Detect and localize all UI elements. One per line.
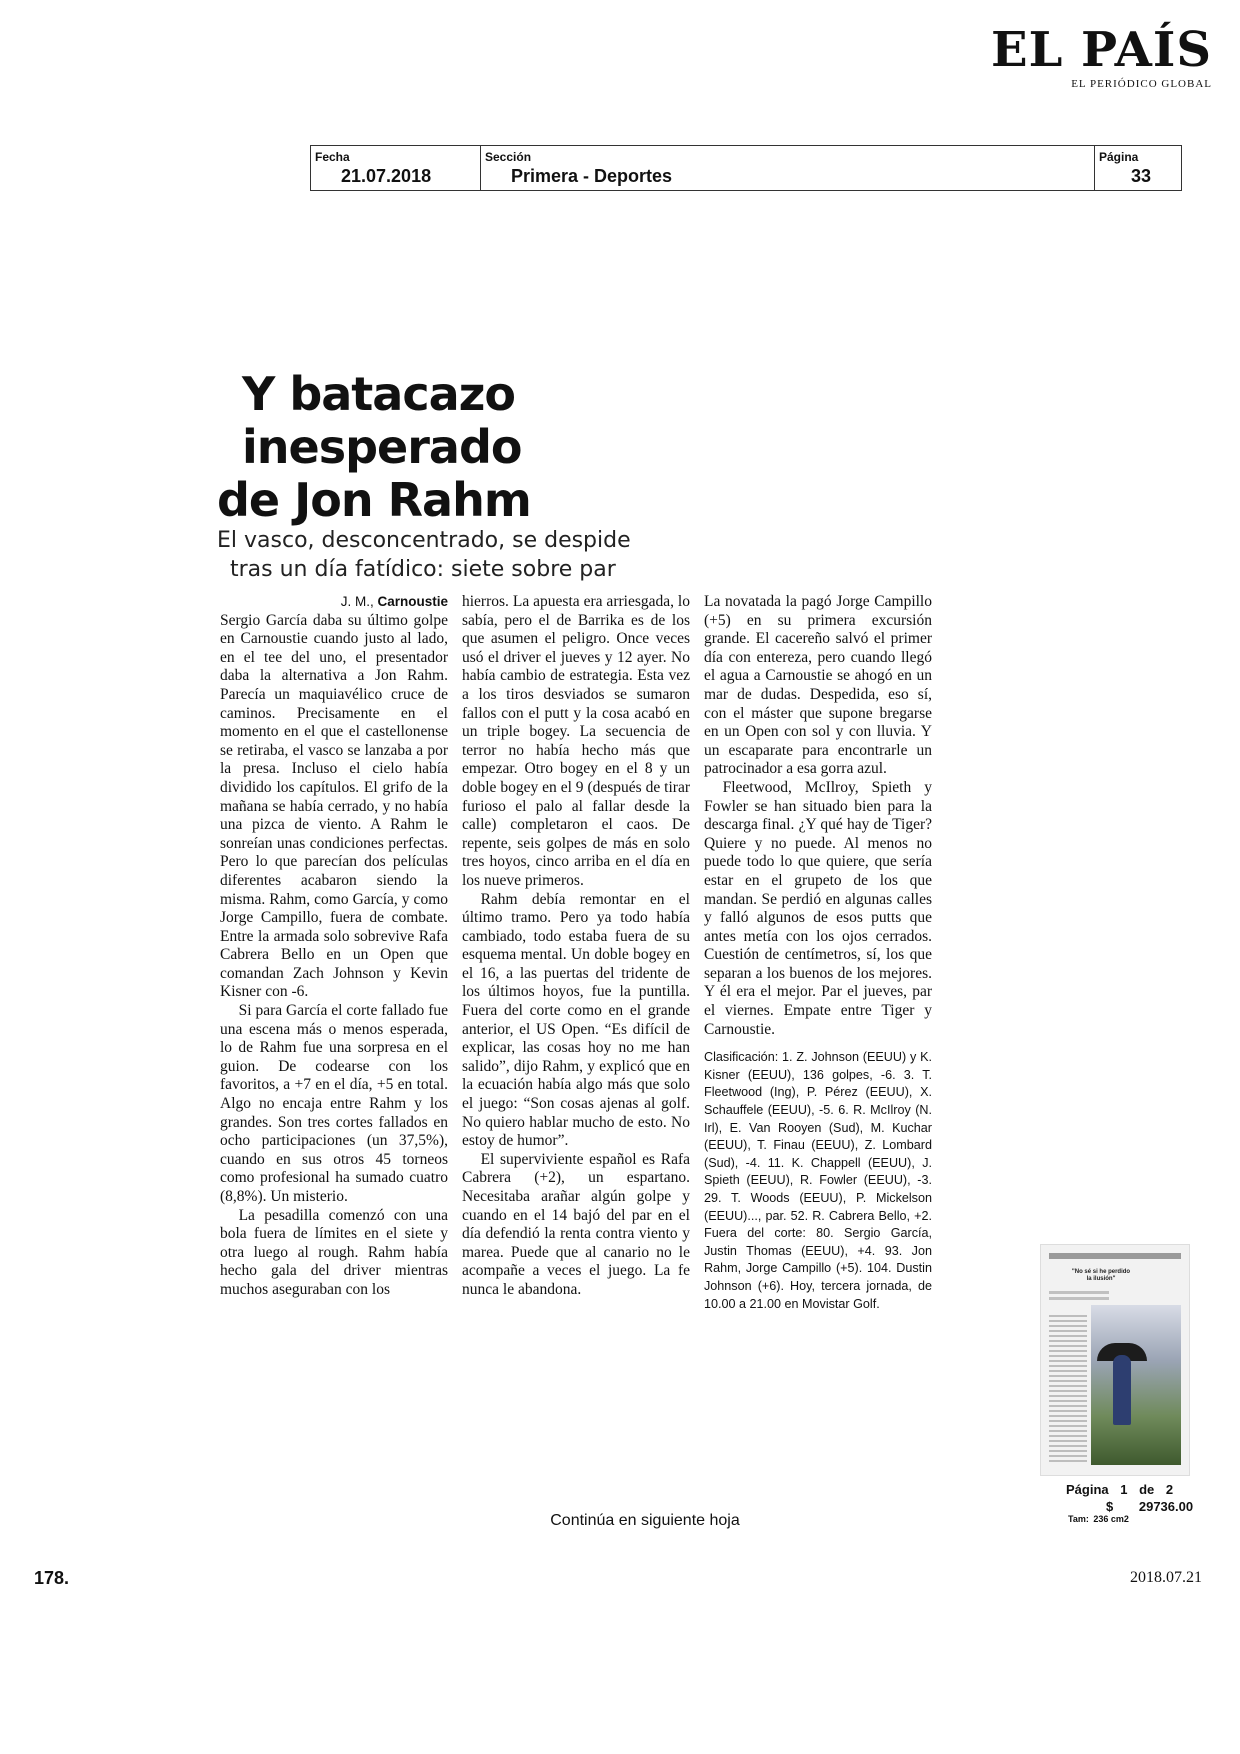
page-count — [1066, 1482, 1193, 1497]
byline — [220, 593, 448, 612]
article-column-2 — [462, 593, 690, 1300]
headline-line-2: inesperado — [242, 420, 522, 474]
column-3-paragraph: La novatada la pagó Jorge Campillo (+5) en su primera excursión grande. El cacereño salvó el primer día con entereza, pero cuando llegó el agua a Carnoustie se ahogó en un mar de dudas. Despedida, eso sí, con el máster que supone bregarse en un Open con sol y con lluvia. Y un escaparate para encontrarle un patrocinador a esa gorra azul. — [704, 593, 932, 778]
subhead-line-2: tras un día fatídico: siete sobre par — [230, 557, 616, 582]
dollar-sign: $ — [1106, 1499, 1114, 1514]
thumbnail-text-line — [1049, 1291, 1109, 1294]
column-1-paragraph: Sergio García daba su último golpe en Carnoustie cuando justo al lado, en el tee del uno, el presentador daba la alternativa a Jon Rahm. Parecía un maquiavélico cruce de caminos. Precisamente en el momento en el que el castellonense se retiraba, el vasco se lanzaba a por la presa. Incluso el cielo había dividido los capítulos. El grifo de la mañana se había cerrado, y no había una pizca de viento. A Rahm le sonreían unas condiciones perfectas. Pero lo que parecían dos películas diferentes acabaron siendo la misma. Rahm, como García, y como Jorge Campillo, fuera de combate. Entre la armada solo sobrevive Rafa Cabrera Bello en un Open que comandan Zach Johnson y Kevin Kisner con -6. — [220, 611, 448, 1001]
fecha-label: Fecha — [315, 150, 350, 164]
article-column-3 — [704, 593, 932, 1313]
byline-place: Carnoustie — [377, 594, 448, 609]
clip-size-value: 236 cm2 — [1093, 1514, 1129, 1524]
thumbnail-text-line — [1049, 1297, 1109, 1300]
seccion-value: Primera - Deportes — [511, 166, 673, 186]
clip-size-label: Tam: — [1068, 1514, 1089, 1524]
page-count-total: 2 — [1165, 1482, 1174, 1497]
page-count-de: de — [1139, 1482, 1155, 1497]
fecha-cell — [311, 146, 481, 190]
pagina-cell — [1095, 146, 1181, 190]
headline-line-3: de Jon Rahm — [217, 473, 531, 527]
masthead-tagline: EL PERIÓDICO GLOBAL — [1071, 78, 1212, 90]
article-column-1 — [220, 593, 448, 1300]
column-2-paragraph: Rahm debía remontar en el último tramo. Pero ya todo había cambiado, todo estaba fuera de su esquema mental. Un doble bogey en el 16, a las puertas del tridente de los últimos hoyos, fue la puntilla. Fuera del corte como en el grande anterior, el US Open. “Es difícil de explicar, las cosas hoy no me han salido”, dijo Rahm, y explicó que en la ecuación había algo más que solo el juego: “Son cosas ajenas al golf. No quiero hablar mucho de esto. No estoy de humor”. — [462, 890, 690, 1150]
page-count-label: Página — [1066, 1482, 1109, 1497]
column-3-paragraph: Fleetwood, McIlroy, Spieth y Fowler se han situado bien para la descarga final. ¿Y qué hay de Tiger? Quiere y no puede. Al menos no puede todo lo que quiere, que sería estar en el grupeto de los que mandan. Se perdió en algunas calles y falló algunos de esos putts que antes metía con los ojos cerrados. Cuestión de centímetros, sí, los que separan a los buenos de los mejores. Y él era el mejor. Par el jueves, par el viernes. Empate entre Tiger y Carnoustie. — [704, 778, 932, 1038]
column-2-paragraph: hierros. La apuesta era arriesgada, lo sabía, pero el de Barrika es de los que asumen el peligro. Once veces usó el driver el jueves y 12 ayer. No había cambio de estrategia. Esta vez a los tiros desviados se sumaron fallos con el putt y la cosa acabó en un triple bogey. La secuencia de terror no había hecho más que empezar. Otro bogey en el 8 y un doble bogey en el 9 (después de tirar furioso el palo al fallar desde la calle) completaron el caos. De repente, seis golpes de más en solo tres hoyos, cinco arriba en el día en los nueve primeros. — [462, 593, 690, 889]
subhead-line-1: El vasco, desconcentrado, se despide — [217, 528, 631, 553]
seccion-cell — [481, 146, 1095, 190]
page-thumbnail[interactable] — [1040, 1244, 1190, 1476]
column-1-paragraph: Si para García el corte fallado fue una escena más o menos esperada, lo de Rahm fue una sorpresa en el guion. De codearse con los favoritos, a +7 en el día, +5 en total. Algo no encaja entre Rahm y los grandes. Son tres cortes fallados en ocho participaciones (un 37,5%), cuando en sus otros 45 torneos como profesional ha sumado cuatro (8,8%). Un misterio. — [220, 1002, 448, 1205]
page-count-current: 1 — [1120, 1482, 1128, 1497]
column-2-paragraph: El superviviente español es Rafa Cabrera (+2), un espartano. Necesitaba arañar algún golpe y cuando en el 14 bajó del par en el día defendió la renta contra viento y marea. Puede que al canario no le acompañe a veces el juego. La fe nunca le abandona. — [462, 1150, 690, 1298]
el-pais-logo: EL PAÍS — [990, 22, 1212, 78]
seccion-label: Sección — [485, 150, 532, 164]
fecha-value: 21.07.2018 — [341, 166, 432, 186]
thumbnail-text-block — [1049, 1315, 1087, 1465]
pagina-value: 33 — [1130, 166, 1151, 186]
pagina-label: Página — [1099, 150, 1139, 164]
thumbnail-photo — [1091, 1305, 1181, 1465]
results-box: Clasificación: 1. Z. Johnson (EEUU) y K. Kisner (EEUU), 136 golpes, -6. 3. T. Fleetwood (Ing), P. Pérez (EEUU), X. Schauffele (EEUU), -5. 6. R. McIlroy (N. Irl), E. Van Rooyen (Sud), M. Kuchar (EEUU), T. Finau (EEUU), Z. Lombard (Sud), -4. 11. K. Chappell (EEUU), J. Spieth (EEUU), R. Fowler (EEUU), -3. 29. T. Woods (EEUU), P. Mickelson (EEUU)..., par. 52. R. Cabrera Bello, +2. Fuera del corte: 80. Sergio García, Justin Thomas (EEUU), +4. 93. Jon Rahm, Jorge Campillo (+5). 104. Dustin Johnson (+6). Hoy, tercera jornada, de 10.00 a 21.00 en Movistar Golf. — [704, 1050, 932, 1311]
masthead — [990, 22, 1212, 90]
column-1-paragraph: La pesadilla comenzó con una bola fuera de límites en el siete y otra luego al rough. Rahm había hecho gala del driver mientras muchos aseguraban con los — [220, 1206, 448, 1298]
thumbnail-title: "No sé si he perdido la ilusión" — [1071, 1269, 1131, 1282]
clipping-header — [310, 145, 1182, 191]
continued-notice: Continúa en siguiente hoja — [550, 1512, 740, 1529]
ad-value-amount: 29736.00 — [1138, 1499, 1194, 1514]
headline-line-1: Y batacazo — [242, 367, 516, 421]
footer-date: 2018.07.21 — [1130, 1569, 1202, 1586]
thumbnail-header-bar — [1049, 1253, 1181, 1259]
article-headline — [200, 368, 660, 527]
article-subhead — [200, 526, 670, 584]
byline-author: J. M., — [340, 594, 374, 609]
golfer-figure-icon — [1113, 1355, 1131, 1425]
clip-number: 178. — [34, 1568, 70, 1588]
